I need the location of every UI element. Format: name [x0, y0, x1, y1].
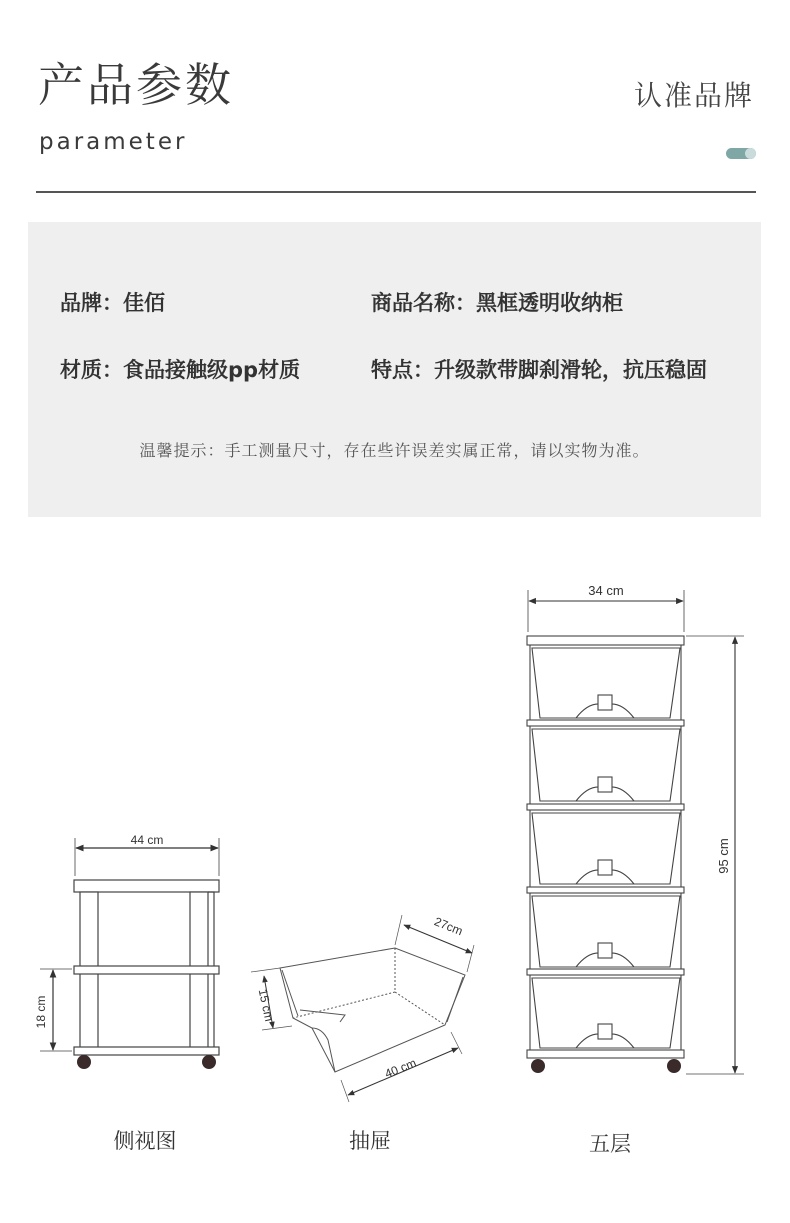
drawer-depth-label: 27cm [432, 914, 465, 939]
brand-certification-label: 认准品牌 [633, 79, 754, 112]
side-view-height-label: 18 cm [34, 995, 48, 1029]
five-tier-diagram [527, 590, 744, 1074]
side-view-caption: 侧视图 [113, 1129, 177, 1153]
drawer-width-label: 40 cm [382, 1055, 419, 1081]
drawer-height-label: 15 cm [255, 987, 277, 1023]
tier-drawer-1 [527, 648, 684, 726]
tier-drawer-3 [527, 813, 684, 893]
five-tier-height-label: 95 cm [716, 838, 731, 874]
tier-drawer-4 [527, 896, 684, 975]
measurement-note: 温馨提示：手工测量尺寸，存在些许误差实属正常，请以实物为准。 [139, 441, 650, 460]
spec-material: 材质：食品接触级pp材质 [60, 358, 301, 382]
five-tier-caption: 五层 [589, 1132, 631, 1156]
side-view-diagram [40, 838, 219, 1069]
spec-features: 特点：升级款带脚刹滑轮，抗压稳固 [371, 358, 707, 382]
five-tier-width-label: 34 cm [588, 583, 624, 598]
page-subtitle: parameter [39, 129, 188, 155]
spec-brand: 品牌：佳佰 [60, 291, 165, 315]
side-view-width-label: 44 cm [130, 833, 164, 847]
drawer-diagram [251, 915, 474, 1102]
spec-product-name: 商品名称：黑框透明收纳柜 [371, 291, 623, 315]
tier-drawer-2 [527, 729, 684, 810]
drawer-caption: 抽屉 [349, 1129, 391, 1153]
page-title: 产品参数 [38, 58, 234, 112]
tier-drawer-5 [532, 978, 680, 1048]
